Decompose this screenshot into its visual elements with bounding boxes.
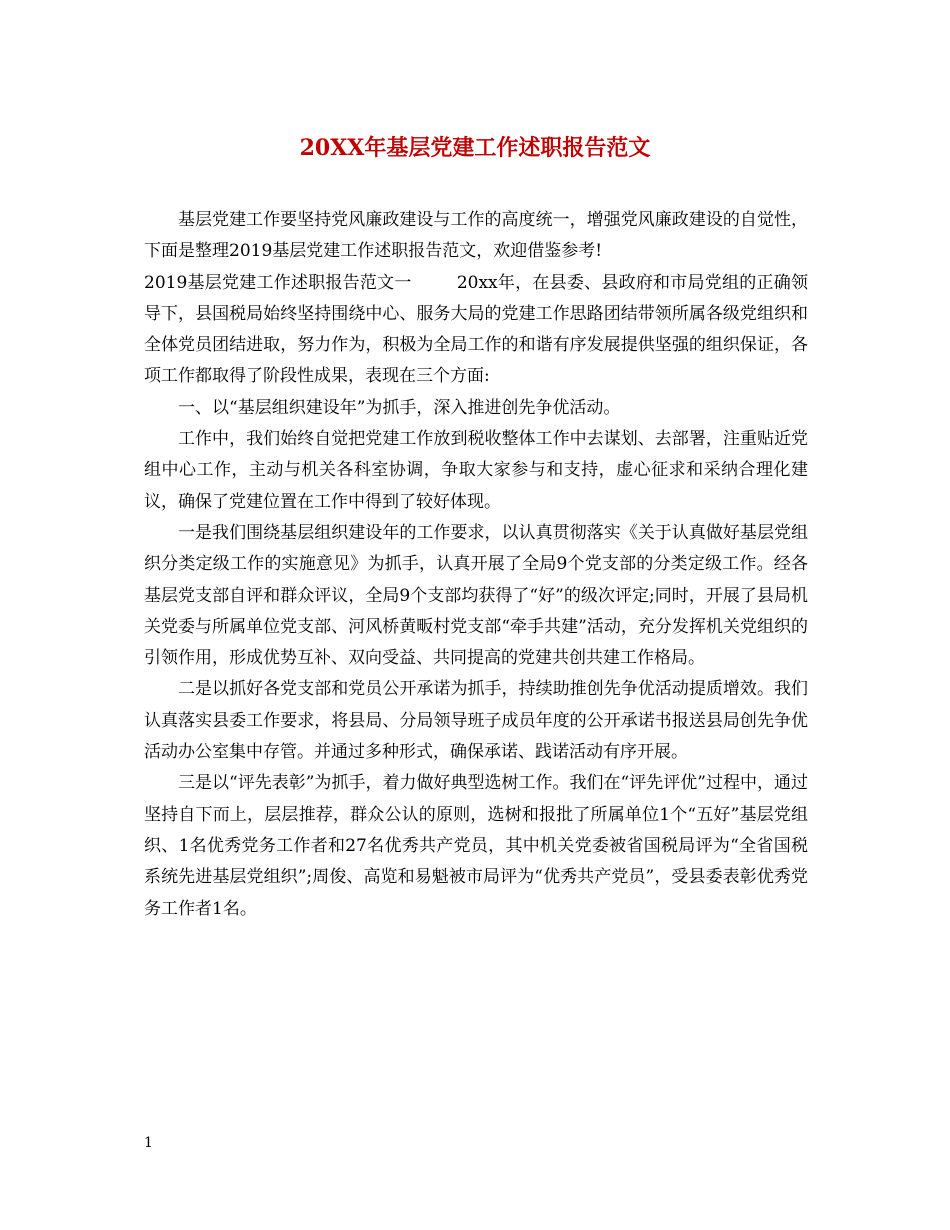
body-paragraph-3: 二是以抓好各党支部和党员公开承诺为抓手，持续助推创先争优活动提质增效。我们认真落实县委工作要求，将县局、分局领导班子成员年度的公开承诺书报送县局创先争优活动办公室集中存管。并通过多种形式，确保承诺、践诺活动有序开展。 bbox=[144, 679, 808, 763]
point-one-heading: 一、以“基层组织建设年”为抓手，深入推进创先争优活动。 bbox=[178, 397, 621, 418]
body-paragraph-4: 三是以“评先表彰”为抓手，着力做好典型选树工作。我们在“评先评优”过程中，通过坚持自下而上，层层推荐，群众公认的原则，选树和报批了所属单位1个“五好”基层党组织、1名优秀党务工作者和27名优秀共产党员，其中机关党委被省国税局评为“全省国税系统先进基层党组织”;周俊、高览和易魁被市局评为“优秀共产党员”，受县委表彰优秀党务工作者1名。 bbox=[144, 773, 808, 919]
body-paragraph-2: 一是我们围绕基层组织建设年的工作要求，以认真贯彻落实《关于认真做好基层党组织分类定级工作的实施意见》为抓手，认真开展了全局9个党支部的分类定级工作。经各基层党支部自评和群众评议，全局9个支部均获得了“好”的级次评定;同时，开展了县局机关党委与所属单位党支部、河风桥黄畈村党支部“牵手共建”活动，充分发挥机关党组织的引领作用，形成优势互补、双向受益、共同提高的党建共创共建工作格局。 bbox=[144, 522, 808, 669]
section-lead-text: 20xx年，在县委、县政府和市局党组的正确领导下，县国税局始终坚持围绕中心、服务大局的党建工作思路团结带领所属各级党组织和全体党员团结进取，努力作为，积极为全局工作的和谐有序发展提供坚强的组织保证，各项工作都取得了阶段性成果，表现在三个方面: bbox=[144, 272, 808, 387]
section-lead-paragraph bbox=[144, 268, 808, 393]
document-title: 20XX年基层党建工作述职报告范文 bbox=[299, 135, 651, 161]
section-heading: 2019基层党建工作述职报告范文一 bbox=[144, 272, 412, 293]
body-paragraph-1: 工作中，我们始终自觉把党建工作放到税收整体工作中去谋划、去部署，注重贴近党组中心工作，主动与机关各科室协调，争取大家参与和支持，虚心征求和采纳合理化建议，确保了党建位置在工作中得到了较好体现。 bbox=[144, 429, 808, 512]
document-body bbox=[144, 205, 808, 925]
intro-paragraph: 基层党建工作要坚持党风廉政建设与工作的高度统一，增强党风廉政建设的自觉性，下面是整理2019基层党建工作述职报告范文，欢迎借鉴参考! bbox=[144, 210, 808, 262]
page-number: 1 bbox=[144, 1135, 153, 1151]
